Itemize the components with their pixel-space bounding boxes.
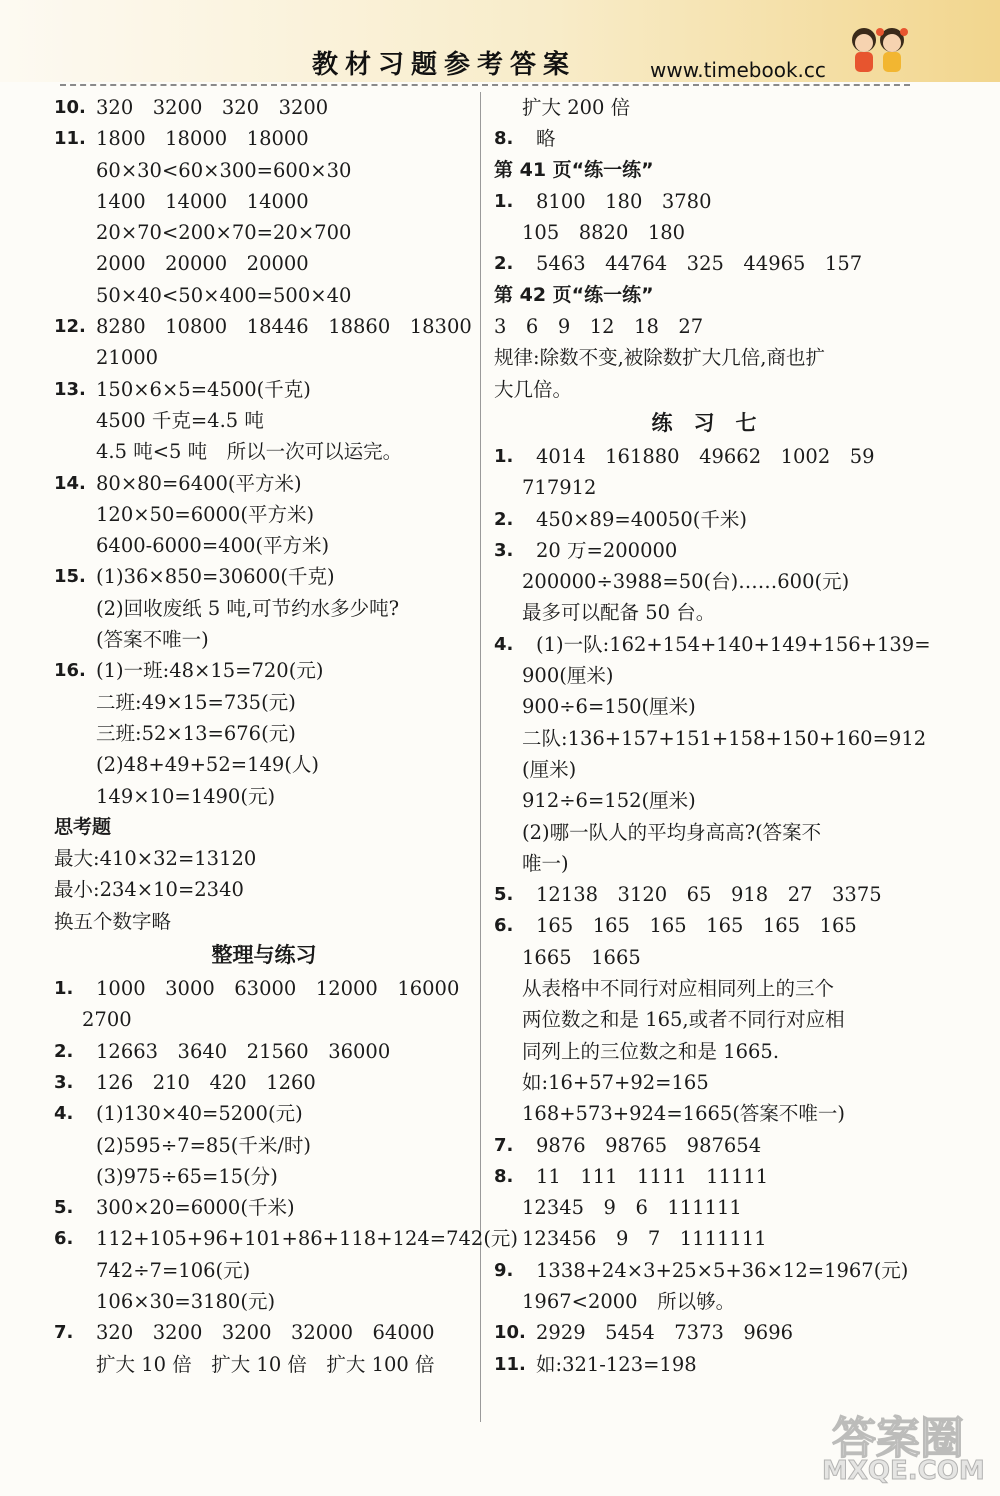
item-text: 8100 180 3780 [536,189,712,213]
item-text: 11 111 1111 11111 [536,1164,769,1188]
answer-item [494,123,914,154]
item-text: (1)一班:48×15=720(元) [96,659,324,683]
answer-item [54,1192,474,1223]
answer-item [54,311,474,342]
answer-item [494,1255,914,1286]
answer-line: 最小:234×10=2340 [54,878,244,902]
answer-line: 120×50=6000(平方米) [96,502,315,526]
answer-line: 2000 20000 20000 [96,252,309,276]
item-text: 如:321-123=198 [536,1352,697,1376]
item-text: 126 210 420 1260 [96,1070,316,1094]
answer-line: 二班:49×15=735(元) [96,690,296,714]
item-text: 80×80=6400(平方米) [96,471,302,495]
item-number: 2. [494,253,514,275]
item-number: 10. [494,1322,526,1344]
answer-item [494,1317,914,1348]
answer-line: 900(厘米) [522,664,614,688]
item-text: 9876 98765 987654 [536,1133,762,1157]
answer-item [494,186,914,217]
section-heading: 第 42 页“练一练” [494,283,654,306]
answer-line: 1665 1665 [522,945,641,969]
answer-line: 三班:52×13=676(元) [96,721,296,745]
item-text: 450×89=40050(千米) [536,507,747,531]
item-text: 1000 3000 63000 12000 16000 [96,977,460,1001]
answer-line: 60×30<60×300=600×30 [96,158,352,182]
item-number: 11. [494,1353,526,1375]
answer-item [494,504,914,535]
item-text: 1338+24×3+25×5+36×12=1967(元) [536,1258,909,1282]
answer-item [494,910,914,941]
answer-line: 149×10=1490(元) [96,784,276,808]
answer-line: (2)595÷7=85(千米/时) [96,1133,312,1157]
section-title: 整理与练习 [211,943,317,968]
answer-line: 扩大 10 倍 扩大 10 倍 扩大 100 倍 [96,1352,435,1376]
item-number: 3. [494,539,514,561]
answer-item [54,1036,474,1067]
watermark-top: 答案圈 [832,1413,964,1464]
answer-line: 912÷6=152(厘米) [522,789,696,813]
item-text: 165 165 165 165 165 165 [536,914,857,938]
item-text: 2929 5454 7373 9696 [536,1321,794,1345]
answer-line: 20×70<200×70=20×700 [96,221,352,245]
answer-line: 3 6 9 12 18 27 [494,315,704,339]
item-number: 8. [494,1165,514,1187]
answer-line: 168+573+924=1665(答案不唯一) [522,1102,846,1126]
item-number: 2. [494,508,514,530]
answer-line: 717912 [522,476,597,500]
item-number: 6. [54,1228,74,1250]
item-number: 5. [494,884,514,906]
item-number: 16. [54,660,86,682]
answer-line: (3)975÷65=15(分) [96,1164,278,1188]
answer-line: 两位数之和是 165,或者不同行对应相 [522,1008,845,1032]
answer-item [54,1223,519,1254]
answer-line: 6400-6000=400(平方米) [96,534,330,558]
item-text: 150×6×5=4500(千克) [96,377,311,401]
header-dashed-rule [60,84,910,86]
answer-line: (答案不唯一) [96,628,209,652]
answer-line: 50×40<50×400=500×40 [96,283,352,307]
answer-item [494,879,914,910]
item-text: (1)一队:162+154+140+149+156+139= [536,632,931,656]
answer-line: 12345 9 6 111111 [522,1196,742,1220]
section-title: 练 习 七 [651,410,757,435]
answer-line: 唯一) [522,851,569,875]
answer-line: 200000÷3988=50(台)……600(元) [522,570,850,594]
answer-item [54,1098,474,1129]
answer-line: (2)48+49+52=149(人) [96,753,320,777]
item-text: 320 3200 320 3200 [96,96,329,119]
item-number: 3. [54,1071,74,1093]
answer-line: 规律:除数不变,被除数扩大几倍,商也扩 [494,346,825,370]
answer-item [494,1349,914,1380]
item-number: 14. [54,472,86,494]
answer-line: 大几倍。 [494,377,573,401]
header-title: 教材习题参考答案 [312,50,577,80]
item-text: 12138 3120 65 918 27 3375 [536,883,882,907]
answer-item [54,92,474,123]
answer-line: (厘米) [522,757,577,781]
item-number: 2. [54,1040,74,1062]
watermark-logo [810,1400,990,1492]
item-text: 8280 10800 18446 18860 18300 [96,315,472,339]
answer-line: 4500 千克=4.5 吨 [96,408,264,432]
item-text: 略 [536,127,556,151]
answer-item [494,1161,914,1192]
item-number: 8. [494,128,514,150]
item-number: 1. [494,445,514,467]
answer-line: 105 8820 180 [522,221,686,245]
item-text: 5463 44764 325 44965 157 [536,252,863,276]
header-url: www.timebook.cc [650,58,826,82]
answer-item [54,655,474,686]
item-number: 7. [54,1322,74,1344]
answer-item [54,374,474,405]
item-number: 11. [54,128,86,150]
answer-line: 换五个数字略 [54,909,172,933]
item-number: 15. [54,566,86,588]
answer-line: (2)回收废纸 5 吨,可节约水多少吨? [96,596,400,620]
answer-line: 21000 [96,346,159,370]
answer-line: 同列上的三位数之和是 1665. [522,1039,780,1063]
item-number: 4. [494,633,514,655]
answer-line: 如:16+57+92=165 [522,1070,709,1094]
answer-item [494,248,914,279]
item-text: 112+105+96+101+86+118+124=742(元) [96,1227,519,1251]
answer-line: 扩大 200 倍 [522,96,631,119]
answer-line: 2700 [82,1008,132,1032]
answer-line: 最大:410×32=13120 [54,847,257,871]
cartoon-kids-icon [842,24,916,80]
answer-item [494,1130,914,1161]
answer-line: 最多可以配备 50 台。 [522,601,716,625]
answer-item [54,973,474,1004]
item-number: 1. [54,978,74,1000]
item-number: 1. [494,190,514,212]
item-number: 10. [54,97,86,118]
item-text: 20 万=200000 [536,538,678,562]
answer-item [494,441,914,472]
section-heading: 思考题 [54,815,112,838]
answer-line: 106×30=3180(元) [96,1289,276,1313]
item-text: (1)130×40=5200(元) [96,1102,303,1126]
item-number: 5. [54,1197,74,1219]
watermark-text: MXQE.COM [822,1456,985,1486]
answer-line: 4.5 吨<5 吨 所以一次可以运完。 [96,440,403,464]
item-number: 7. [494,1134,514,1156]
item-text: 12663 3640 21560 36000 [96,1039,391,1063]
item-number: 12. [54,316,86,338]
answer-item [54,468,474,499]
answer-item [494,535,914,566]
answer-item [54,123,474,154]
item-number: 4. [54,1103,74,1125]
answer-item [54,561,474,592]
answer-item [54,1317,474,1348]
item-text: 300×20=6000(千米) [96,1196,295,1220]
item-text: 1800 18000 18000 [96,127,309,151]
answer-line: 123456 9 7 1111111 [522,1227,767,1251]
item-number: 6. [494,915,514,937]
answer-item [54,1067,474,1098]
section-heading: 第 41 页“练一练” [494,158,654,181]
left-column [54,92,519,1380]
answer-line: 742÷7=106(元) [96,1258,251,1282]
answer-line: 从表格中不同行对应相同列上的三个 [522,977,835,1001]
item-number: 13. [54,378,86,400]
item-text: (1)36×850=30600(千克) [96,565,335,589]
answer-line: 1400 14000 14000 [96,189,309,213]
item-number: 9. [494,1259,514,1281]
answer-line: 二队:136+157+151+158+150+160=912 [522,726,927,750]
answer-item [494,629,931,660]
answer-line: 900÷6=150(厘米) [522,695,696,719]
item-text: 4014 161880 49662 1002 59 [536,444,875,468]
answer-line: (2)哪一队人的平均身高高?(答案不 [522,820,822,844]
right-column [494,92,931,1380]
item-text: 320 3200 3200 32000 64000 [96,1321,435,1345]
answer-line: 1967<2000 所以够。 [522,1289,736,1313]
page-header [0,0,1000,82]
